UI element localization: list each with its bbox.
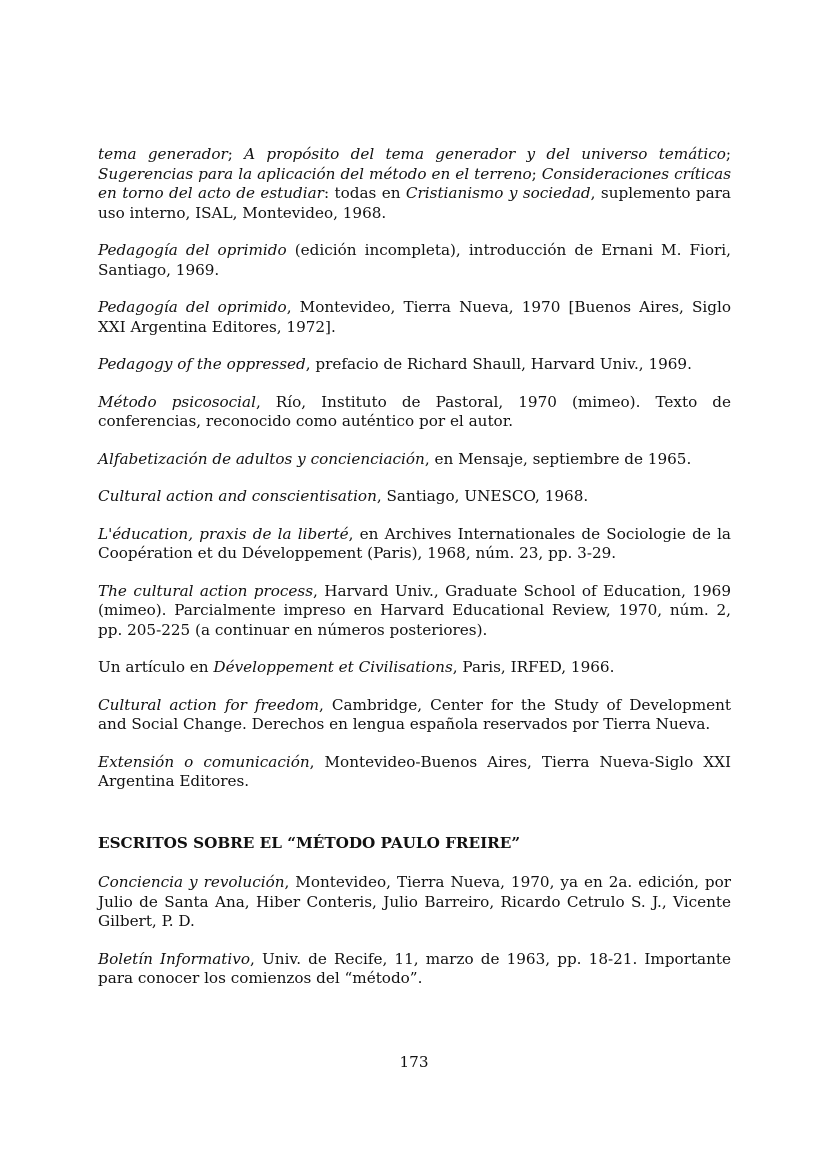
bibliography-entry <box>98 950 731 989</box>
entry-title-italic: Método psicosocial <box>98 392 256 411</box>
entry-text: ; <box>725 145 731 163</box>
entry-text: , en Mensaje, septiembre de 1965. <box>424 449 692 468</box>
bibliography-entry <box>98 753 731 792</box>
entry-title-italic: Sugerencias para la aplicación del método en el terreno <box>98 164 532 183</box>
entry-title-italic: Extensión o comunicación <box>98 752 310 771</box>
entry-text: (edición incompleta), introducción de Ernani M. Fiori, Santiago, 1969. <box>98 241 731 279</box>
entry-title-italic: tema generador <box>98 145 228 163</box>
entry-title-italic: Cristianismo y sociedad <box>405 184 591 202</box>
entry-title-italic: A propósito del tema generador y del universo temático <box>244 145 726 163</box>
entry-text: , prefacio de Richard Shaull, Harvard Univ., 1969. <box>305 355 692 373</box>
entry-text: Un artículo en <box>98 658 214 676</box>
bibliography-entry <box>98 696 731 735</box>
entry-text: , Río, Instituto de Pastoral, 1970 (mimeo). Texto de conferencias, reconocido como auténtico por el autor. <box>98 392 731 430</box>
entry-text: , Cambridge, Center for the Study of Development and Social Change. Derechos en lengua española reservados por Tierra Nueva. <box>98 695 731 733</box>
bibliography-list-freire-works <box>98 145 731 792</box>
entry-text: ; <box>531 164 542 183</box>
entry-text: , Harvard Univ., Graduate School of Education, 1969 (mimeo). Parcialmente impreso en Harvard Educational Review, 1970, núm. 2, pp. 205-225 (a continuar en números posteriores). <box>98 581 731 639</box>
bibliography-entry <box>98 393 731 432</box>
entry-title-italic: Boletín Informativo <box>98 949 250 968</box>
entry-text: , Santiago, UNESCO, 1968. <box>376 487 589 505</box>
entry-text: , Montevideo, Tierra Nueva, 1970, ya en 2a. edición, por Julio de Santa Ana, Hiber Conteris, Julio Barreiro, Ricardo Cetrulo S. J., Vicente Gilbert, P. D. <box>98 873 731 930</box>
section-heading: ESCRITOS SOBRE EL “MÉTODO PAULO FREIRE” <box>98 833 521 852</box>
page-content <box>98 145 731 1007</box>
entry-text: , Paris, IRFED, 1966. <box>452 658 615 676</box>
bibliography-entry <box>98 487 731 507</box>
bibliography-entry <box>98 525 731 564</box>
entry-title-italic: Conciencia y revolución <box>98 873 285 891</box>
bibliography-entry <box>98 241 731 280</box>
entry-title-italic: Pedagogía del oprimido <box>98 241 287 259</box>
bibliography-entry <box>98 658 731 678</box>
entry-title-italic: Développement et Civilisations <box>213 658 453 676</box>
entry-title-italic: The cultural action process <box>98 581 313 600</box>
page-number: 173 <box>399 1053 429 1071</box>
bibliography-entry <box>98 298 731 337</box>
entry-title-italic: L'éducation, praxis de la liberté <box>98 524 349 543</box>
bibliography-entry <box>98 873 731 932</box>
entry-title-italic: Alfabetización de adultos y concienciación <box>98 449 425 468</box>
entry-text: , Univ. de Recife, 11, marzo de 1963, pp. 18-21. Importante para conocer los comienzos del “método”. <box>98 949 731 987</box>
entry-title-italic: Cultural action for freedom <box>98 695 320 714</box>
entry-title-italic: Consideraciones críticas en torno del acto de estudiar <box>98 164 732 202</box>
entry-text: , Montevideo, Tierra Nueva, 1970 [Buenos Aires, Siglo XXI Argentina Editores, 1972]. <box>98 298 731 336</box>
bibliography-entry <box>98 355 731 375</box>
bibliography-entry <box>98 582 731 641</box>
entry-text: ; <box>227 145 245 163</box>
entry-text: : todas en <box>323 184 406 202</box>
bibliography-list-about-method <box>98 873 731 989</box>
bibliography-entry <box>98 450 731 470</box>
entry-title-italic: Pedagogy of the oppressed <box>98 355 306 373</box>
bibliography-entry <box>98 145 731 223</box>
entry-text: , Montevideo-Buenos Aires, Tierra Nueva-Siglo XXI Argentina Editores. <box>98 752 731 790</box>
entry-title-italic: Pedagogía del oprimido <box>98 298 287 316</box>
entry-text: , en Archives Internationales de Sociologie de la Coopération et du Développement (Paris), 1968, núm. 23, pp. 3-29. <box>98 524 731 562</box>
entry-title-italic: Cultural action and conscientisation <box>98 487 377 505</box>
entry-text: , suplemento para uso interno, ISAL, Montevideo, 1968. <box>98 184 731 222</box>
